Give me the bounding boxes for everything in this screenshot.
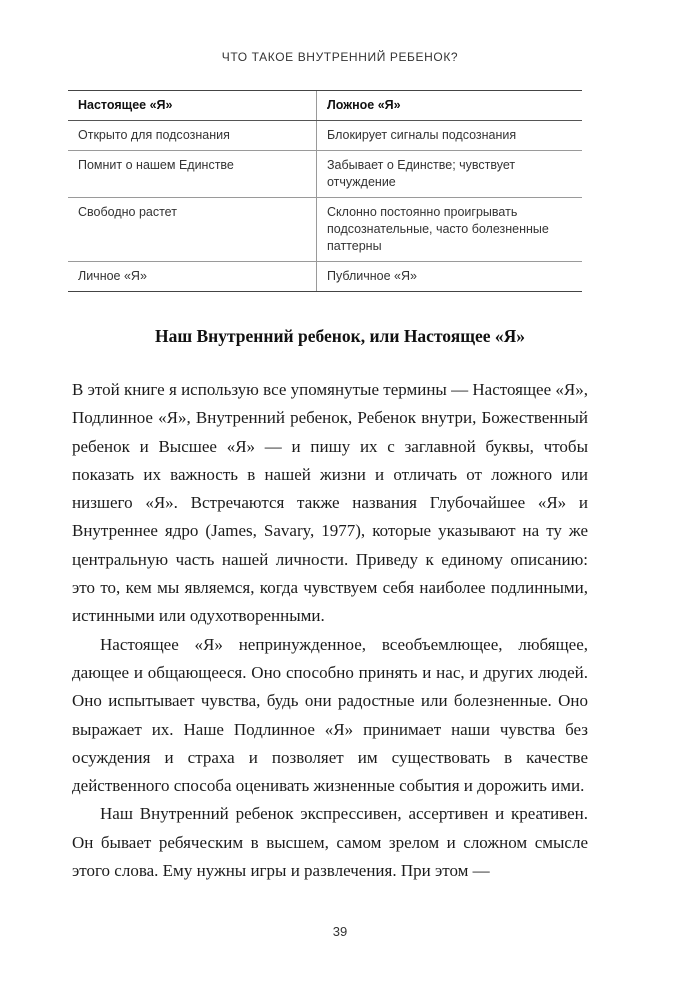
running-head: ЧТО ТАКОЕ ВНУТРЕННИЙ РЕБЕНОК? <box>221 50 459 64</box>
table-cell-false: Блокирует сигналы подсознания <box>317 121 583 151</box>
table-cell-false: Забывает о Единстве; чувствует отчуждение <box>317 151 583 198</box>
table-header-row <box>68 91 582 121</box>
table-cell-true: Открыто для подсознания <box>68 121 317 151</box>
page-number: 39 <box>332 924 348 939</box>
section-heading: Наш Внутренний ребенок, или Настоящее «Я» <box>154 326 526 346</box>
table-row <box>68 198 582 262</box>
table-cell-true: Помнит о нашем Единстве <box>68 151 317 198</box>
table-row <box>68 151 582 198</box>
header-false-self: Ложное «Я» <box>317 91 583 121</box>
table-cell-true: Личное «Я» <box>68 262 317 292</box>
paragraph-3: Наш Внутренний ребенок экспрессивен, ассертивен и креативен. Он бывает ребяческим в высшем, самом зрелом и сложном смысле этого слова. Ему нужны игры и развлечения. При этом — <box>72 804 588 881</box>
header-true-self: Настоящее «Я» <box>68 91 317 121</box>
table-cell-false: Склонно постоянно проигрывать подсознательные, часто болезненные паттерны <box>317 198 583 262</box>
comparison-table <box>68 90 582 292</box>
table-cell-false: Публичное «Я» <box>317 262 583 292</box>
paragraph-1: В этой книге я использую все упомянутые термины — Настоящее «Я», Подлинное «Я», Внутренний ребенок, Ребенок внутри, Божественный ребенок и Высшее «Я» — и пишу их с заглавной буквы, чтобы показать их важность в нашей жизни и отличать от ложного или низшего «Я». Встречаются также названия Глубочайшее «Я» и Внутреннее ядро (James, Savary, 1977), которые указывают на ту же центральную часть нашей личности. Приведу к единому описанию: это то, кем мы являемся, когда чувствуем себя наиболее подлинными, истинными или одухотворенными. <box>72 380 588 626</box>
table-row <box>68 121 582 151</box>
body-text <box>72 376 588 885</box>
paragraph-2: Настоящее «Я» непринужденное, всеобъемлющее, любящее, дающее и общающееся. Оно способно принять и нас, и других людей. Оно испытывает чувства, будь они радостные или болезненные. Оно выражает их. Наше Подлинное «Я» принимает наши чувства без осуждения и страха и позволяет им существовать в качестве действенного способа оценивать жизненные события и дорожить ими. <box>72 634 588 796</box>
table-cell-true: Свободно растет <box>68 198 317 262</box>
table-row <box>68 262 582 292</box>
